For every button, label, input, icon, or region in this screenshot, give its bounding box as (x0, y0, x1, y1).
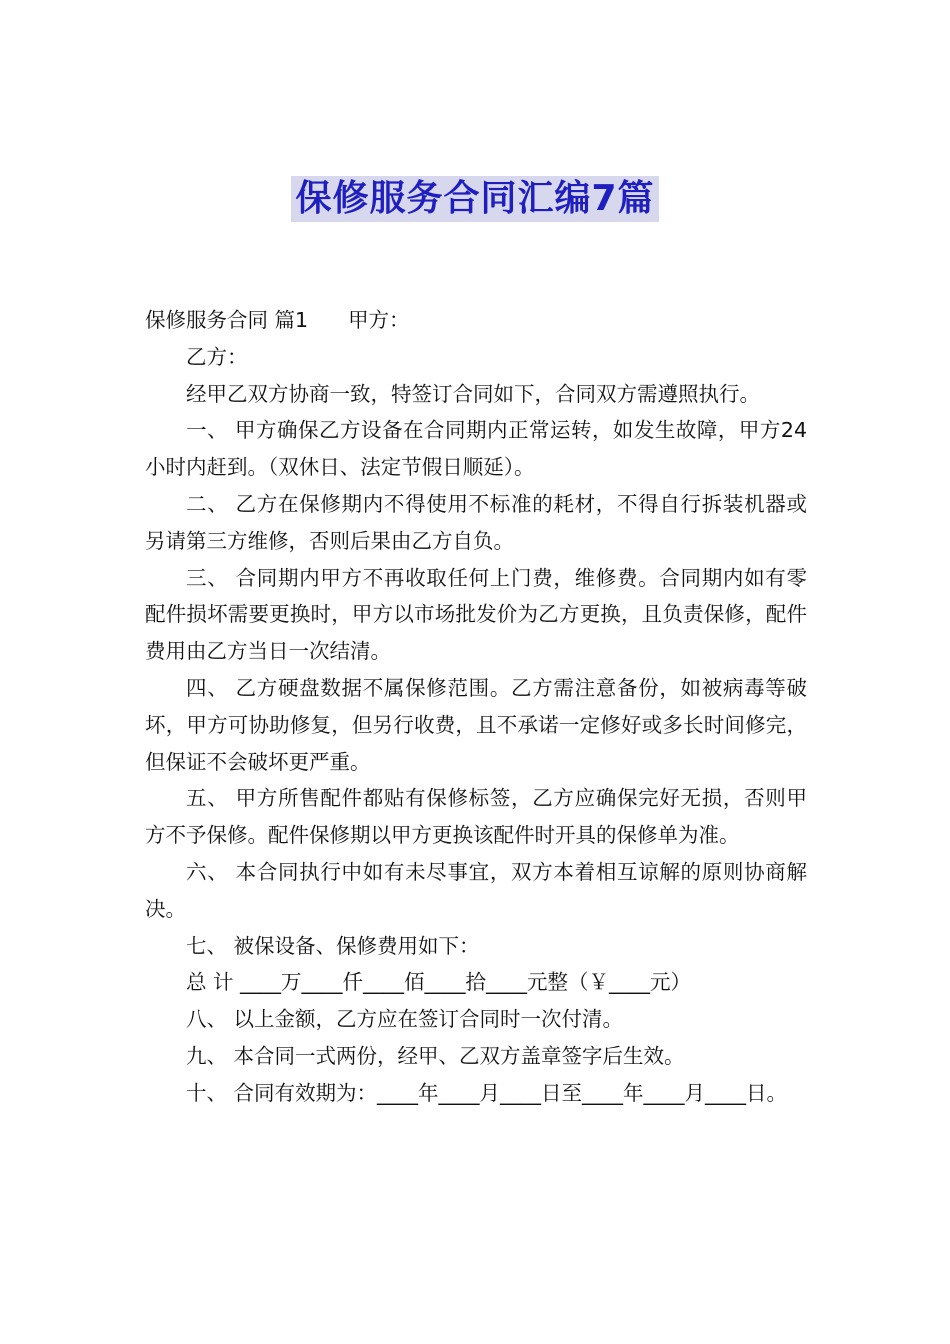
contract-body (145, 302, 807, 1112)
clause-6: 六、 本合同执行中如有未尽事宜，双方本着相互谅解的原则协商解决。 (145, 859, 807, 921)
section-heading-line (145, 302, 807, 339)
party-a-label: 甲方： (348, 308, 410, 332)
clause-9: 九、 本合同一式两份，经甲、乙双方盖章签字后生效。 (186, 1043, 685, 1068)
party-b-label: 乙方： (186, 344, 248, 369)
document-title-container (0, 176, 950, 222)
clause-4: 四、 乙方硬盘数据不属保修范围。乙方需注意备份，如被病毒等破坏，甲方可协助修复，但另行收费，且不承诺一定修好或多长时间修完，但保证不会破坏更严重。 (145, 675, 807, 774)
section-heading: 保修服务合同 篇1 (145, 308, 309, 332)
clause-10: 十、 合同有效期为：____年____月____日至____年____月____日。 (186, 1080, 788, 1105)
document-title: 保修服务合同汇编7篇 (291, 176, 658, 222)
clause-5: 五、 甲方所售配件都贴有保修标签，乙方应确保完好无损，否则甲方不予保修。配件保修期以甲方更换该配件时开具的保修单为准。 (145, 786, 807, 848)
clause-7: 七、 被保设备、保修费用如下： (186, 933, 480, 958)
clause-8: 八、 以上金额，乙方应在签订合同时一次付清。 (186, 1007, 624, 1032)
clause-2: 二、 乙方在保修期内不得使用不标准的耗材，不得自行拆装机器或另请第三方维修，否则后果由乙方自负。 (145, 491, 807, 553)
clause-1: 一、 甲方确保乙方设备在合同期内正常运转，如发生故障，甲方24小时内赶到。（双休日、法定节假日顺延）。 (145, 418, 807, 480)
total-amount-line: 总 计 ____万____仟____佰____拾____元整（￥____元） (186, 970, 692, 995)
preamble-paragraph: 经甲乙双方协商一致，特签订合同如下，合同双方需遵照执行。 (186, 381, 760, 406)
clause-3: 三、 合同期内甲方不再收取任何上门费，维修费。合同期内如有零配件损坏需要更换时，甲方以市场批发价为乙方更换，且负责保修，配件费用由乙方当日一次结清。 (145, 565, 807, 664)
